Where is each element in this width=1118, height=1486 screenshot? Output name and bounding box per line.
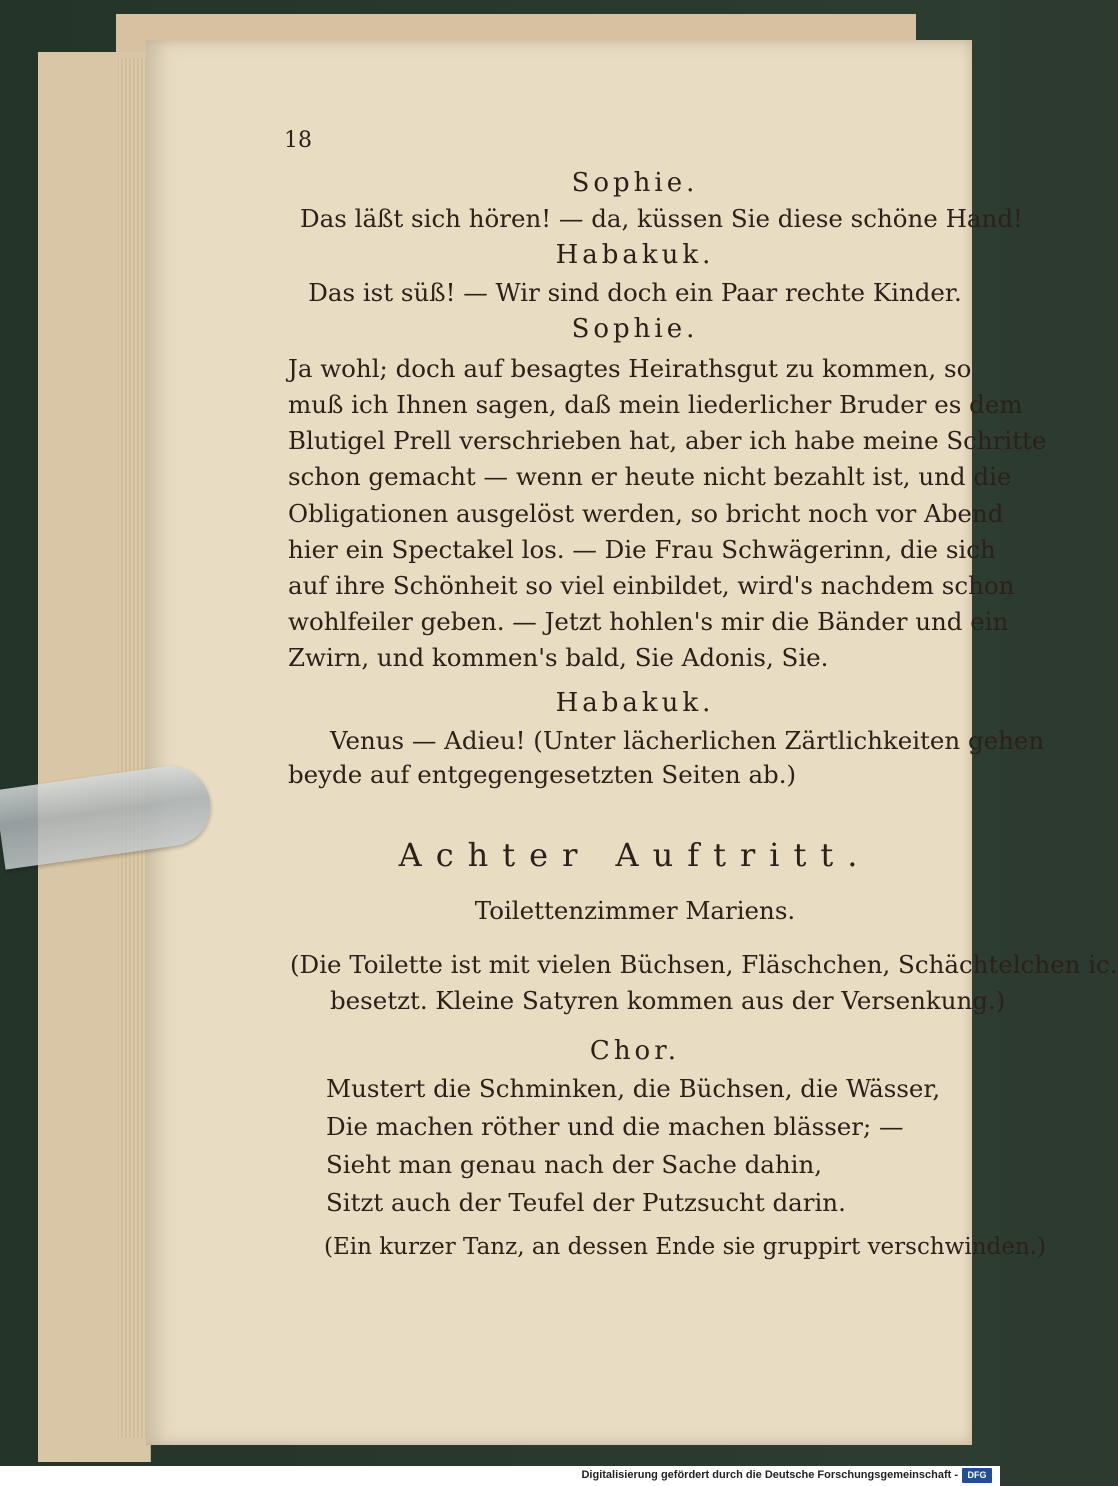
dialogue-line: beyde auf entgegengesetzten Seiten ab.) (288, 760, 797, 789)
speech-line: schon gemacht — wenn er heute nicht bezahlt ist, und die (288, 462, 1012, 491)
dialogue-line: Venus — Adieu! (Unter lächerlichen Zärtlichkeiten gehen (330, 726, 1045, 755)
page-number: 18 (284, 128, 312, 153)
speaker-habakuk: Habakuk. (555, 240, 715, 270)
stage-direction-line: (Die Toilette ist mit vielen Büchsen, Fläschchen, Schächtelchen ic. (290, 950, 1118, 979)
dfg-logo: DFG (962, 1468, 992, 1483)
speech-line: auf ihre Schönheit so viel einbildet, wird's nachdem schon (288, 571, 1015, 600)
speech-line: Ja wohl; doch auf besagtes Heirathsgut zu kommen, so (288, 354, 972, 383)
speaker-sophie: Sophie. (571, 168, 699, 198)
speech-line: wohlfeiler geben. — Jetzt hohlen's mir die Bänder und ein (288, 607, 1009, 636)
stage-direction-line: besetzt. Kleine Satyren kommen aus der Versenkung.) (330, 986, 1006, 1015)
speech-line: Zwirn, und kommen's bald, Sie Adonis, Sie. (288, 643, 829, 672)
speaker-habakuk: Habakuk. (555, 688, 715, 718)
chorus-line: Sieht man genau nach der Sache dahin, (326, 1150, 823, 1179)
dialogue-line: Das läßt sich hören! — da, küssen Sie diese schöne Hand! (300, 204, 1023, 233)
speech-line: muß ich Ihnen sagen, daß mein liederlicher Bruder es dem (288, 390, 1023, 419)
funding-credit: Digitalisierung gefördert durch die Deutsche Forschungsgemeinschaft - (581, 1469, 958, 1481)
scene-heading: Achter Auftritt. (398, 836, 872, 874)
footer-bar (0, 1466, 1000, 1486)
chorus-line: Mustert die Schminken, die Büchsen, die Wässer, (326, 1074, 941, 1103)
speaker-chor: Chor. (589, 1036, 681, 1066)
speech-line: hier ein Spectakel los. — Die Frau Schwägerinn, die sich (288, 535, 996, 564)
speech-line: Obligationen ausgelöst werden, so bricht noch vor Abend (288, 499, 1004, 528)
chorus-line: Die machen röther und die machen blässer; — (326, 1112, 904, 1141)
dialogue-line: Das ist süß! — Wir sind doch ein Paar rechte Kinder. (308, 278, 962, 307)
speaker-sophie: Sophie. (571, 314, 699, 344)
closing-stage-direction: (Ein kurzer Tanz, an dessen Ende sie gruppirt verschwinden.) (324, 1234, 1046, 1260)
chorus-line: Sitzt auch der Teufel der Putzsucht darin. (326, 1188, 846, 1217)
scene-setting: Toilettenzimmer Mariens. (474, 896, 796, 925)
speech-line: Blutigel Prell verschrieben hat, aber ich habe meine Schritte (288, 426, 1047, 455)
